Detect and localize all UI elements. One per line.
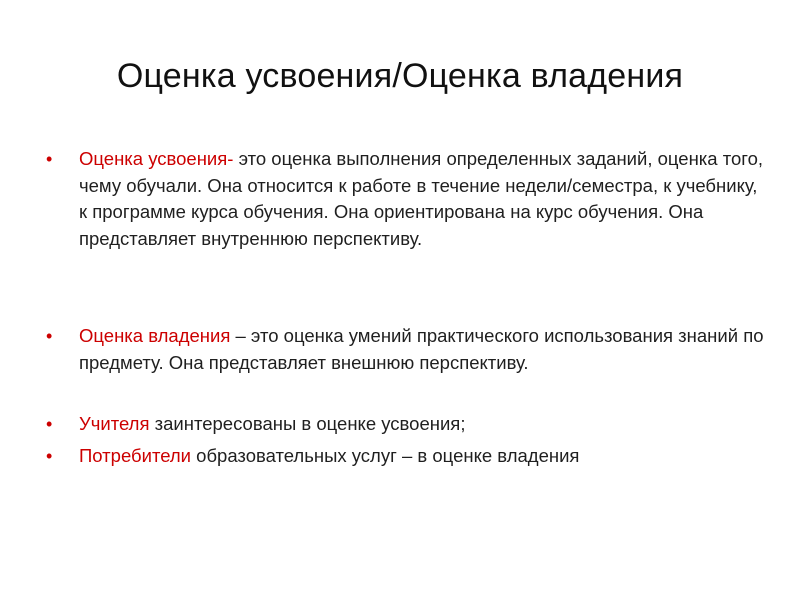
bullet-item-consumers	[46, 443, 766, 470]
bullet-term: Оценка владения	[79, 325, 231, 346]
bullet-text: образовательных услуг – в оценке владения	[191, 444, 580, 466]
bullet-dot-icon: •	[46, 414, 53, 434]
bullet-dot-icon: •	[46, 445, 53, 466]
bullet-term: Потребители	[79, 444, 192, 466]
slide-title: Оценка усвоения/Оценка владения	[116, 57, 684, 95]
bullet-text: это оценка выполнения определенных заданий, оценка того, чему обучали. Она относится к работе в течение недели/семестра, к учебнику, к программе курса обучения. Она ориентирована на курс обучения. Она представляет внутреннюю перспективу.	[79, 148, 764, 249]
bullet-text: заинтересованы в оценке усвоения;	[149, 413, 466, 434]
bullet-list	[46, 146, 766, 469]
bullet-term: Оценка усвоения-	[79, 148, 234, 169]
bullet-term: Учителя	[79, 413, 150, 434]
bullet-text: – это оценка умений практического использования знаний по предмету. Она представляет внешнюю перспективу.	[79, 325, 764, 373]
bullet-item-teachers	[46, 411, 766, 438]
bullet-dot-icon: •	[46, 326, 53, 346]
bullet-dot-icon: •	[46, 149, 53, 169]
bullet-item-assessment-of-proficiency	[46, 323, 766, 376]
bullet-item-assessment-of-learning	[46, 146, 766, 252]
